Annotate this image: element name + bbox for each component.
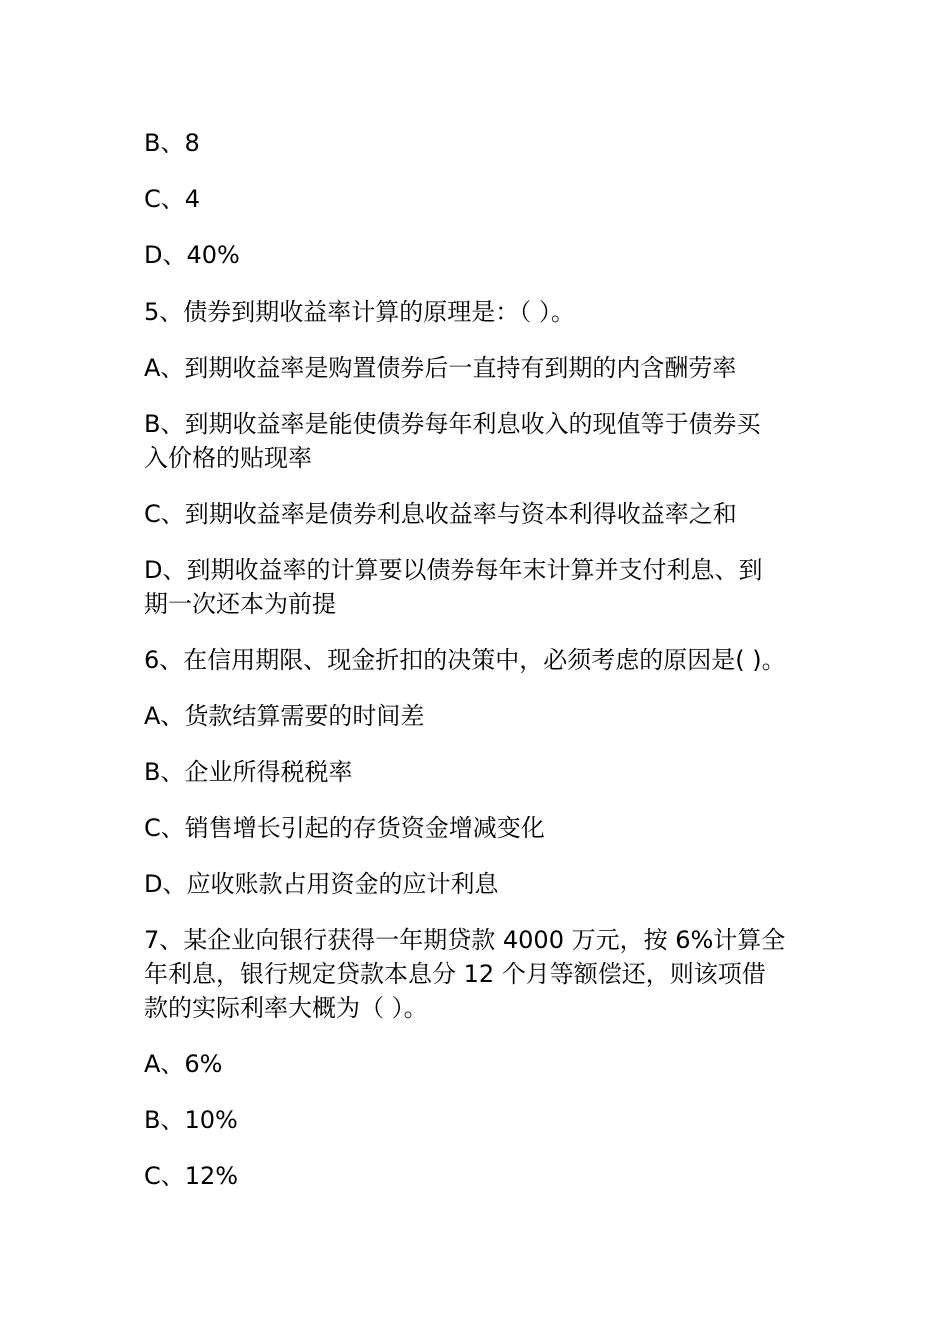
option-b-q5 <box>144 407 816 475</box>
option-c-q7: C、12% <box>144 1162 239 1190</box>
option-a-q5: A、到期收益率是购置债券后一直持有到期的内含酬劳率 <box>144 354 737 382</box>
option-d-q5 <box>144 553 816 621</box>
option-b-q5-line2: 入价格的贴现率 <box>144 444 312 472</box>
question-6: 6、在信用期限、现金折扣的决策中，必须考虑的原因是( )。 <box>144 646 786 674</box>
option-b-q4: B、8 <box>144 129 200 157</box>
option-b-q6: B、企业所得税税率 <box>144 758 353 786</box>
option-c-q4: C、4 <box>144 185 201 213</box>
option-c-q6: C、销售增长引起的存货资金增减变化 <box>144 814 545 842</box>
option-a-q6: A、货款结算需要的时间差 <box>144 702 425 730</box>
question-7-line3: 款的实际利率大概为（ ）。 <box>144 994 428 1022</box>
option-d-q4: D、40% <box>144 241 240 269</box>
option-c-q5: C、到期收益率是债券利息收益率与资本利得收益率之和 <box>144 500 737 528</box>
option-d-q6: D、应收账款占用资金的应计利息 <box>144 870 499 898</box>
option-d-q5-line1: D、到期收益率的计算要以债券每年末计算并支付利息、到 <box>144 556 763 584</box>
question-7-line1: 7、某企业向银行获得一年期贷款 4000 万元，按 6%计算全 <box>144 926 786 954</box>
option-a-q7: A、6% <box>144 1050 223 1078</box>
option-b-q7: B、10% <box>144 1106 238 1134</box>
option-b-q5-line1: B、到期收益率是能使债券每年利息收入的现值等于债券买 <box>144 410 761 438</box>
question-7-line2: 年利息，银行规定贷款本息分 12 个月等额偿还，则该项借 <box>144 960 766 988</box>
question-5: 5、债券到期收益率计算的原理是：（ ）。 <box>144 298 575 326</box>
option-d-q5-line2: 期一次还本为前提 <box>144 590 336 618</box>
question-7 <box>144 923 816 1025</box>
